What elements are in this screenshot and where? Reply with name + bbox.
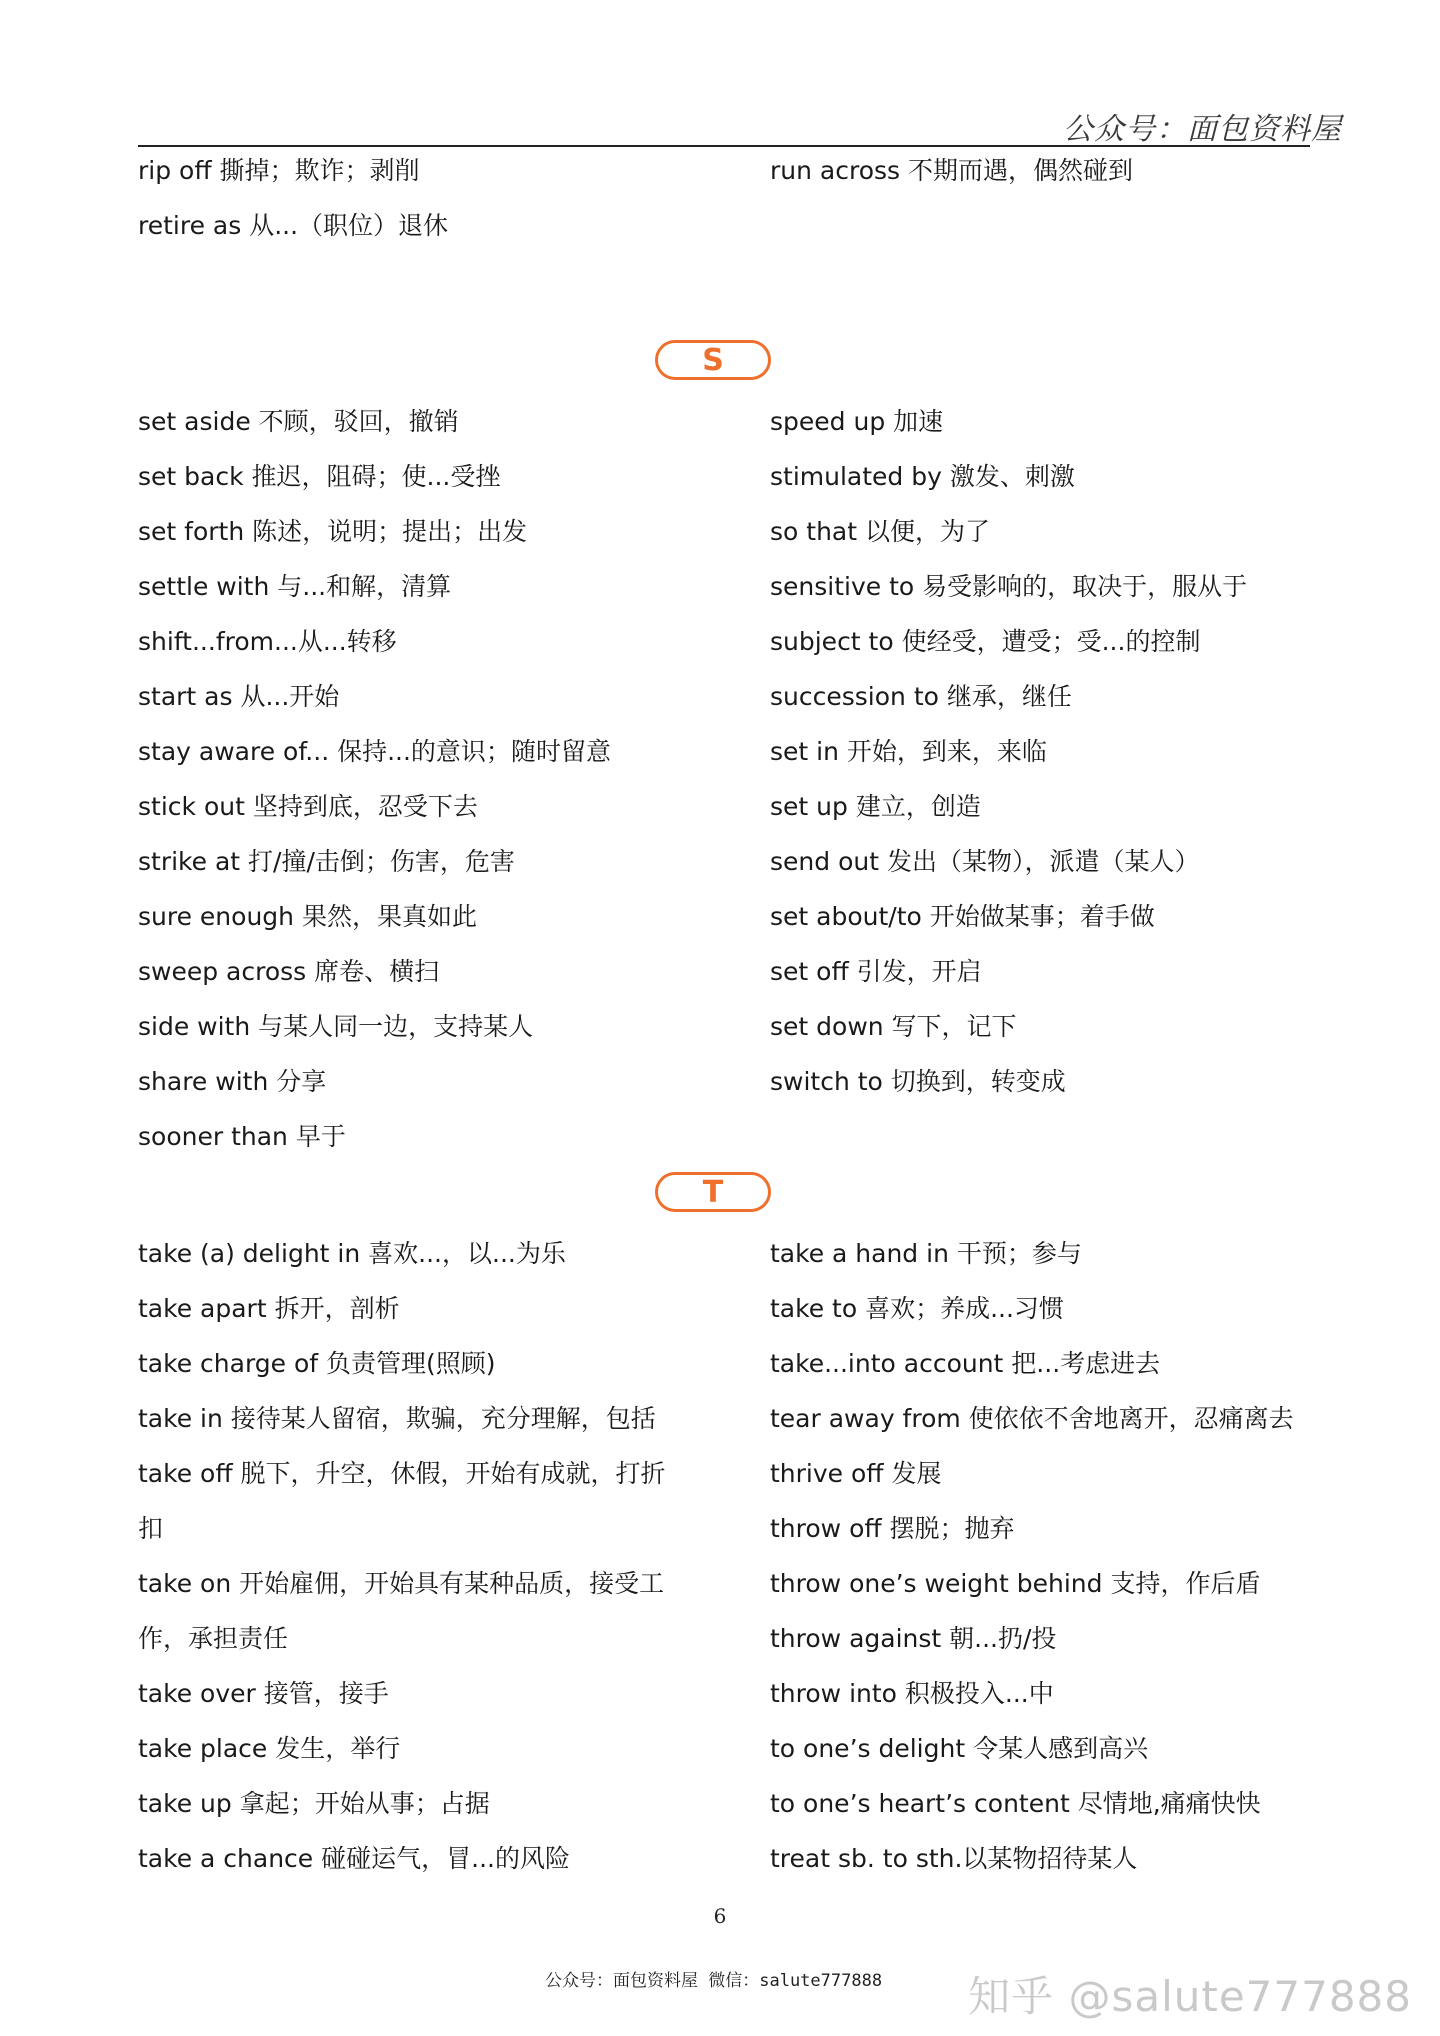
list-item: tear away from 使依依不舍地离开，忍痛离去 xyxy=(770,1404,1294,1433)
section-s-right-column xyxy=(770,394,1410,1109)
list-item: to one’s delight 令某人感到高兴 xyxy=(770,1734,1149,1763)
page-number: 6 xyxy=(713,1904,727,1928)
watermark: 知乎 @salute777888 xyxy=(968,1972,1412,2021)
list-item: rip off 撕掉；欺诈；剥削 xyxy=(138,156,420,185)
list-item: set back 推迟，阻碍；使...受挫 xyxy=(138,462,501,491)
list-item: stick out 坚持到底，忍受下去 xyxy=(138,792,478,821)
list-item: take...into account 把...考虑进去 xyxy=(770,1349,1161,1378)
list-item: shift...from...从...转移 xyxy=(138,627,397,656)
section-t-left-column xyxy=(138,1226,686,1886)
header-brand: 公众号：面包资料屋 xyxy=(1063,112,1342,147)
list-item: to one’s heart’s content 尽情地,痛痛快快 xyxy=(770,1789,1261,1818)
list-item: share with 分享 xyxy=(138,1067,327,1096)
list-item: run across 不期而遇，偶然碰到 xyxy=(770,156,1134,185)
list-item: throw off 摆脱；抛弃 xyxy=(770,1514,1015,1543)
list-item: take a chance 碰碰运气，冒...的风险 xyxy=(138,1844,570,1873)
list-item: send out 发出（某物），派遣（某人） xyxy=(770,847,1200,876)
list-item: throw against 朝...扔/投 xyxy=(770,1624,1057,1653)
section-s-left-column xyxy=(138,394,778,1164)
list-item: so that 以便，为了 xyxy=(770,517,990,546)
list-item: set about/to 开始做某事；着手做 xyxy=(770,902,1155,931)
section-t-heading: T xyxy=(655,1172,771,1212)
list-item: take charge of 负责管理(照顾) xyxy=(138,1349,496,1378)
list-item: succession to 继承，继任 xyxy=(770,682,1072,711)
list-item: set down 写下，记下 xyxy=(770,1012,1017,1041)
list-item: set aside 不顾，驳回，撤销 xyxy=(138,407,459,436)
list-item: stimulated by 激发、刺激 xyxy=(770,462,1075,491)
list-item: set up 建立，创造 xyxy=(770,792,981,821)
section-r-left-column xyxy=(138,143,778,253)
list-item: subject to 使经受，遭受；受...的控制 xyxy=(770,627,1201,656)
list-item: side with 与某人同一边，支持某人 xyxy=(138,1012,534,1041)
list-item: start as 从...开始 xyxy=(138,682,340,711)
section-r-right-column xyxy=(770,143,1410,198)
list-item: take (a) delight in 喜欢...，以...为乐 xyxy=(138,1239,566,1268)
list-item: take up 拿起；开始从事；占据 xyxy=(138,1789,490,1818)
list-item: take apart 拆开，剖析 xyxy=(138,1294,400,1323)
list-item: throw one’s weight behind 支持，作后盾 xyxy=(770,1569,1261,1598)
list-item: speed up 加速 xyxy=(770,407,944,436)
list-item: switch to 切换到，转变成 xyxy=(770,1067,1066,1096)
list-item: set forth 陈述，说明；提出；出发 xyxy=(138,517,528,546)
list-item: take over 接管，接手 xyxy=(138,1679,389,1708)
section-s-heading: S xyxy=(655,340,771,380)
list-item: retire as 从...（职位）退休 xyxy=(138,211,449,240)
section-t-right-column xyxy=(770,1226,1410,1886)
list-item: sweep across 席卷、横扫 xyxy=(138,957,440,986)
list-item: take in 接待某人留宿，欺骗，充分理解，包括 xyxy=(138,1404,656,1433)
list-item: thrive off 发展 xyxy=(770,1459,942,1488)
list-item: take off 脱下，升空，休假，开始有成就，打折扣 xyxy=(138,1459,666,1543)
footer-text: 公众号：面包资料屋 微信：salute777888 xyxy=(545,1971,883,1991)
list-item: take place 发生，举行 xyxy=(138,1734,401,1763)
list-item: set off 引发，开启 xyxy=(770,957,982,986)
list-item: set in 开始，到来，来临 xyxy=(770,737,1047,766)
list-item: sure enough 果然，果真如此 xyxy=(138,902,477,931)
list-item: stay aware of... 保持...的意识；随时留意 xyxy=(138,737,611,766)
list-item: take a hand in 干预；参与 xyxy=(770,1239,1082,1268)
list-item: sensitive to 易受影响的，取决于，服从于 xyxy=(770,572,1248,601)
list-item: throw into 积极投入...中 xyxy=(770,1679,1054,1708)
list-item: treat sb. to sth.以某物招待某人 xyxy=(770,1844,1138,1873)
list-item: take on 开始雇佣，开始具有某种品质，接受工作，承担责任 xyxy=(138,1569,665,1653)
list-item: take to 喜欢；养成...习惯 xyxy=(770,1294,1064,1323)
list-item: strike at 打/撞/击倒；伤害，危害 xyxy=(138,847,515,876)
list-item: sooner than 早于 xyxy=(138,1122,346,1151)
list-item: settle with 与...和解，清算 xyxy=(138,572,452,601)
